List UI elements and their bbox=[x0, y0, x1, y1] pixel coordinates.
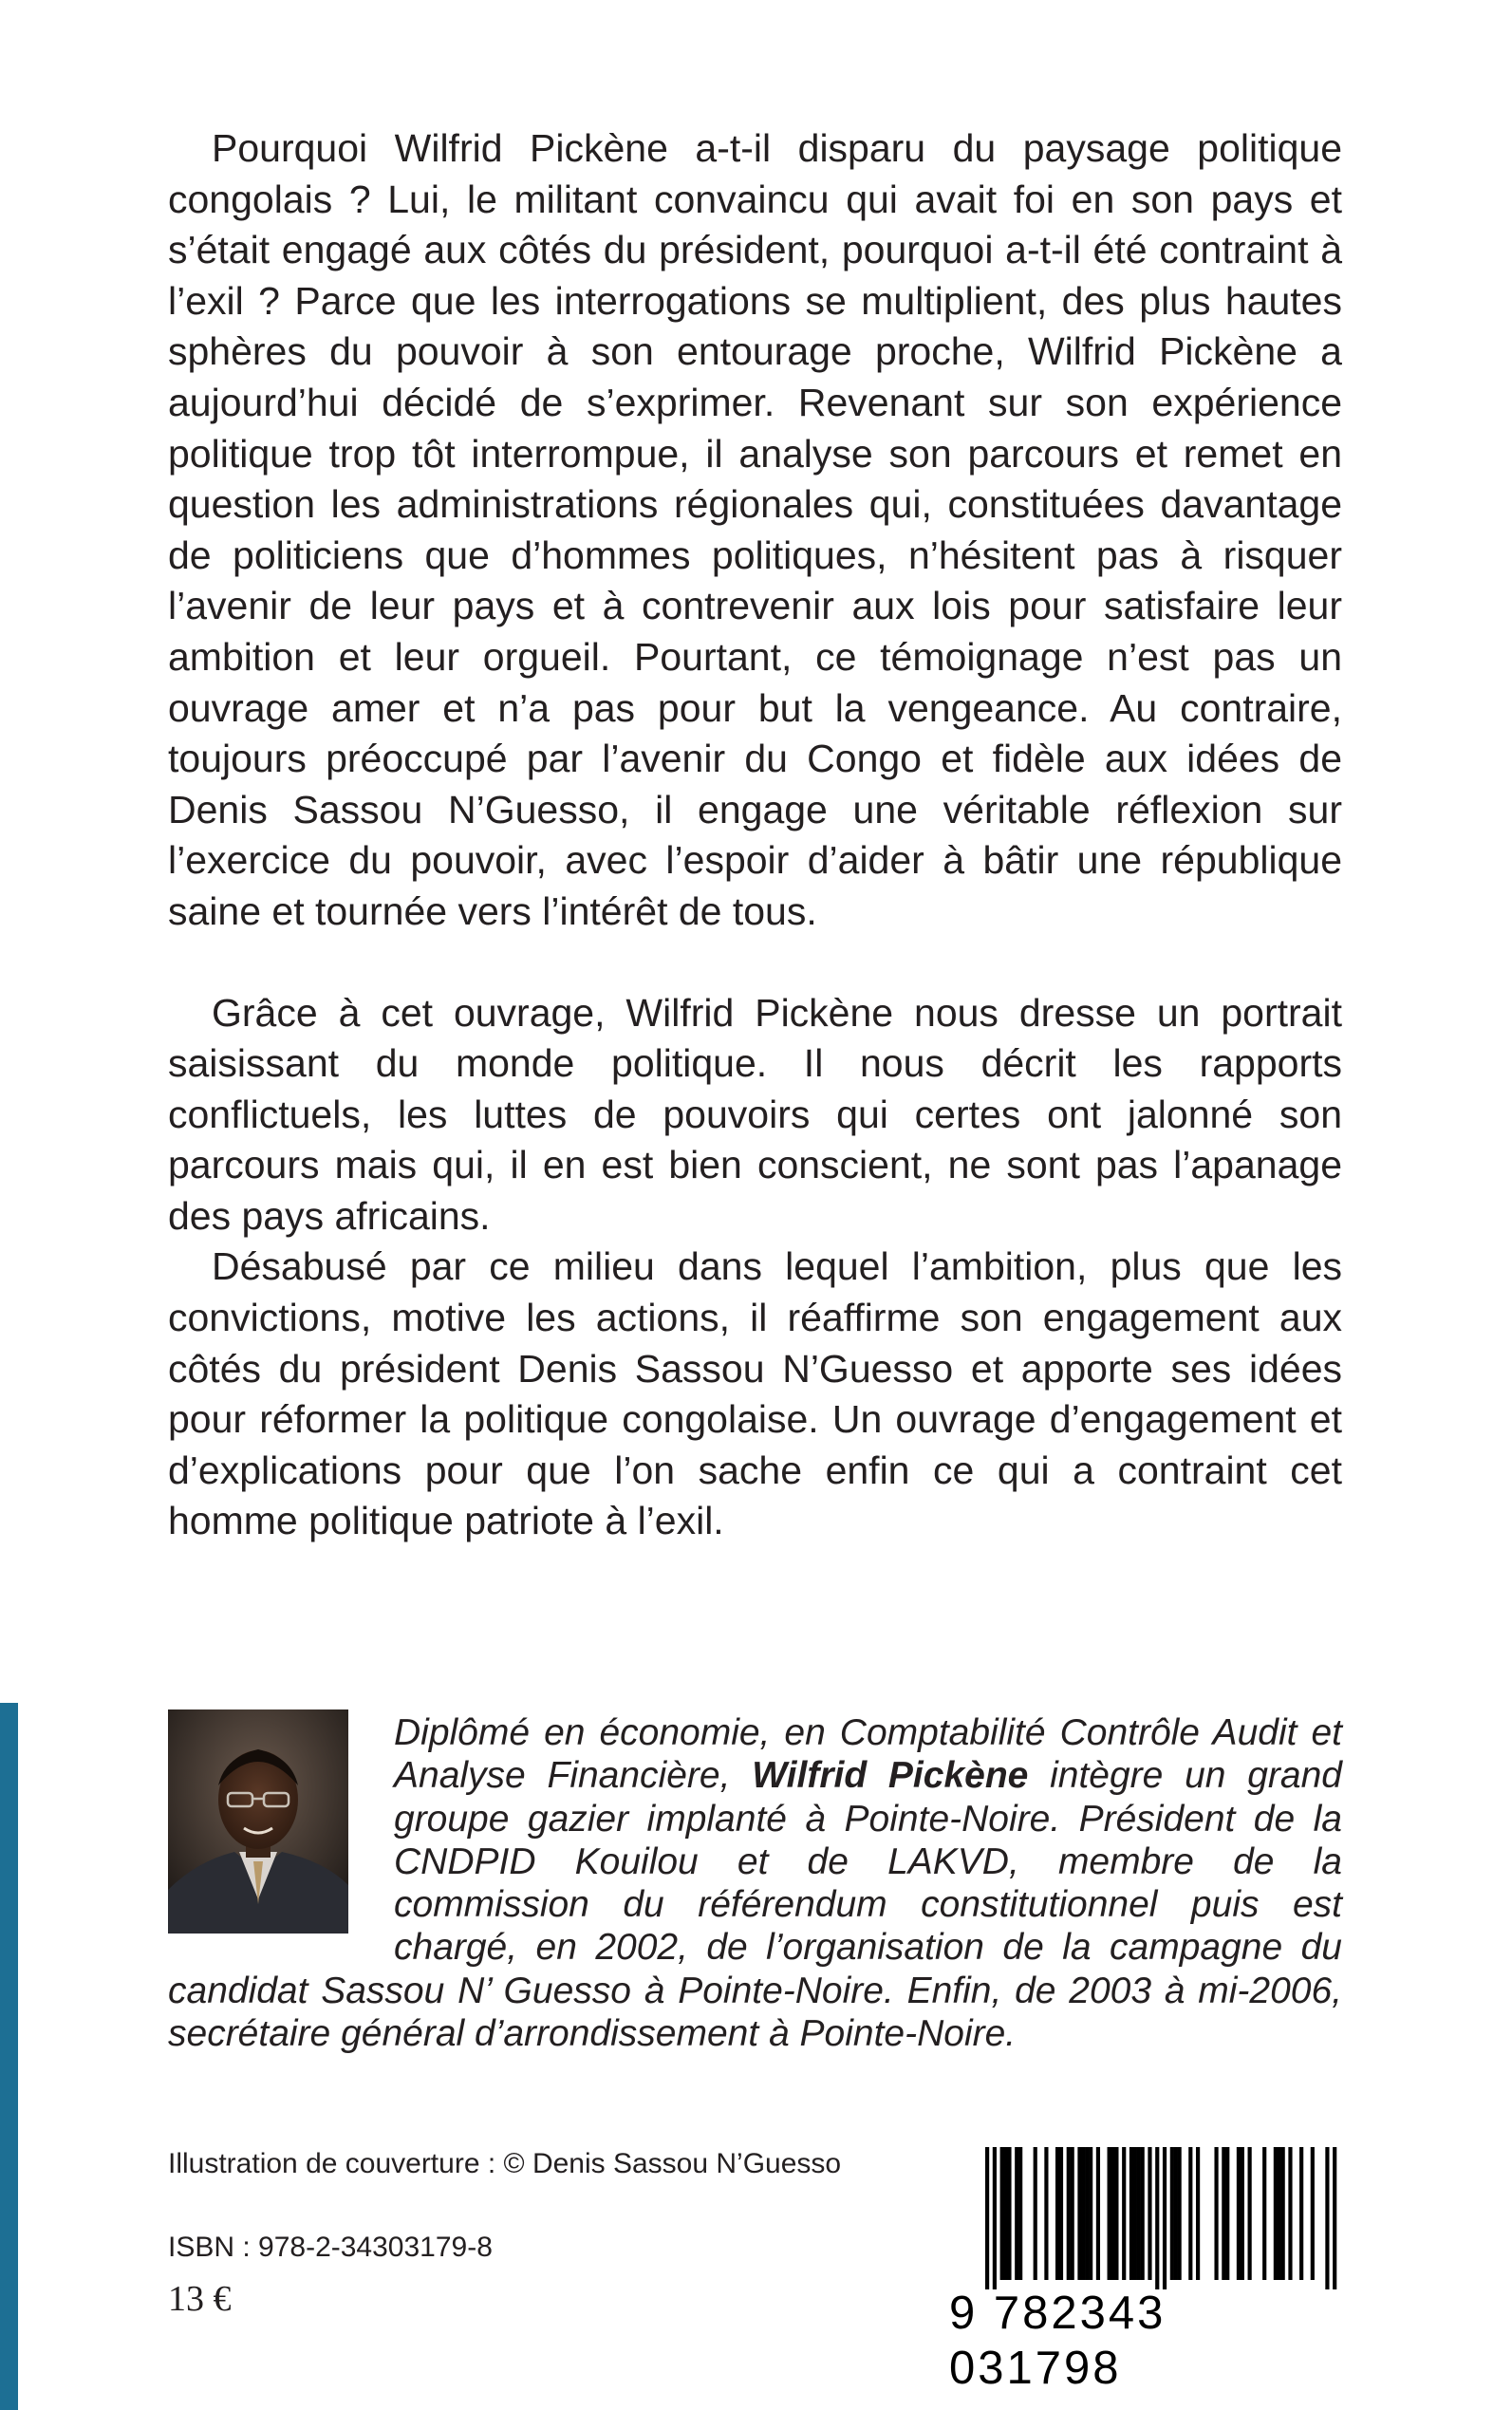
barcode-bar bbox=[1278, 2147, 1281, 2280]
price: 13 € bbox=[168, 2279, 232, 2319]
barcode-bar bbox=[1089, 2147, 1092, 2280]
cover-illustration-credit: Illustration de couverture : © Denis Sassou N’Guesso bbox=[168, 2148, 842, 2179]
author-name: Wilfrid Pickène bbox=[752, 1755, 1029, 1797]
barcode-bar bbox=[1059, 2147, 1063, 2280]
barcode-bar bbox=[1085, 2147, 1089, 2280]
barcode-bar bbox=[1299, 2147, 1303, 2280]
barcode-bar bbox=[1044, 2147, 1048, 2280]
barcode-bar bbox=[1122, 2147, 1126, 2280]
barcode-bar bbox=[1325, 2147, 1329, 2289]
barcode-bar bbox=[1096, 2147, 1100, 2280]
barcode-bar bbox=[1137, 2147, 1141, 2280]
barcode-bar bbox=[1196, 2147, 1200, 2280]
bio-text-start: Diplômé en économie, en Comptabilité Contrôle Audit et Analyse Financière, bbox=[394, 1712, 1342, 1797]
barcode-bar bbox=[1311, 2147, 1315, 2280]
blurb-paragraph-3: Désabusé par ce milieu dans lequel l’ambition, plus que les convictions, motive les actions, il réaffirme son engagement aux côtés du président Denis Sassou N’Guesso et apporte ses idées pour réformer la politique congolaise. Un ouvrage d’engagement et d’explications pour que l’on sache enfin ce qui a contraint cet homme politique patriote à l’exil. bbox=[168, 1244, 1342, 1543]
barcode-bar bbox=[1262, 2147, 1266, 2280]
author-biography bbox=[168, 1711, 1342, 2055]
barcode-bar bbox=[1274, 2147, 1278, 2280]
isbn-number: ISBN : 978-2-34303179-8 bbox=[168, 2232, 493, 2263]
barcode-bar bbox=[1237, 2147, 1241, 2280]
barcode-bar bbox=[1133, 2147, 1137, 2280]
barcode-bar bbox=[1333, 2147, 1336, 2289]
barcode-bar bbox=[1141, 2147, 1145, 2280]
barcode-bar bbox=[1222, 2147, 1225, 2280]
barcode-bar bbox=[1055, 2147, 1059, 2280]
barcode-bar bbox=[1163, 2147, 1167, 2289]
barcode-bar bbox=[1034, 2147, 1037, 2280]
barcode-bar bbox=[1000, 2147, 1004, 2280]
barcode-bar bbox=[1155, 2147, 1159, 2289]
barcode-bar bbox=[1281, 2147, 1285, 2280]
barcode-bar bbox=[1214, 2147, 1218, 2280]
barcode-bar bbox=[993, 2147, 997, 2289]
barcode-bar bbox=[1170, 2147, 1174, 2280]
barcode-bar bbox=[1018, 2147, 1022, 2280]
blurb-paragraph-2: Grâce à cet ouvrage, Wilfrid Pickène nous dresse un portrait saisissant du monde politique. Il nous décrit les rapports conflictuels, les luttes de pouvoirs qui certes ont jalonné son parcours mais qui, il en est bien conscient, ne sont pas l’apanage des pays africains. bbox=[168, 990, 1342, 1238]
barcode-bar bbox=[1114, 2147, 1118, 2280]
barcode-bar bbox=[1111, 2147, 1114, 2280]
barcode-bar bbox=[1248, 2147, 1252, 2280]
barcode-bar bbox=[1007, 2147, 1011, 2280]
barcode-bar bbox=[1003, 2147, 1007, 2280]
barcode-bar bbox=[1288, 2147, 1292, 2280]
back-cover-blurb bbox=[168, 123, 1342, 1547]
blurb-paragraph-1: Pourquoi Wilfrid Pickène a-t-il disparu du paysage politique congolais ? Lui, le militant convaincu qui avait foi en son pays et s’était engagé aux côtés du président, pourquoi a-t-il été contraint à l’exil ? Parce que les interrogations se multiplient, des plus hautes sphères du pouvoir à son entourage proche, Wilfrid Pickène a aujourd’hui décidé de s’exprimer. Revenant sur son expérience politique trop tôt interrompue, il analyse son parcours et remet en question les administrations régionales qui, constituées davantage de politiciens que d’hommes politiques, n’hésitent pas à risquer l’avenir de leur pays et à contrevenir aux lois pour satisfaire leur ambition et leur orgueil. Pourtant, ce témoignage n’est pas un ouvrage amer et n’a pas pour but la vengeance. Au contraire, toujours préoccupé par l’avenir du Congo et fidèle aux idées de Denis Sassou N’Guesso, il engage une véritable réflexion sur l’exercice du pouvoir, avec l’espoir d’aider à bâtir une république saine et tournée vers l’intérêt de tous. bbox=[168, 126, 1342, 933]
photo-spacer bbox=[168, 1711, 394, 1968]
barcode-bar bbox=[1067, 2147, 1071, 2280]
barcode-bar bbox=[1148, 2147, 1151, 2280]
barcode-bar bbox=[1071, 2147, 1074, 2280]
barcode-bar bbox=[1225, 2147, 1229, 2280]
barcode-bar bbox=[1188, 2147, 1192, 2280]
barcode-bar bbox=[985, 2147, 989, 2289]
barcode-bar bbox=[1077, 2147, 1081, 2280]
barcode-bar bbox=[1178, 2147, 1182, 2280]
barcode-bar bbox=[1081, 2147, 1085, 2280]
barcode-bar bbox=[1015, 2147, 1018, 2280]
barcode-bar bbox=[1241, 2147, 1244, 2280]
barcode-digits: 9 782343 031798 bbox=[949, 2288, 1167, 2394]
barcode-bar bbox=[1129, 2147, 1133, 2280]
bio-text-rest: intègre un grand groupe gazier implanté à Pointe-Noire. Président de la CNDPID Kouilou et de LAKVD, membre de la commission du référendum constitutionnel puis est chargé, en 2002, de l’organisation de la campagne du candidat Sassou N’ Guesso à Pointe-Noire. Enfin, de 2003 à mi-2006, secrétaire général d’arrondissement à Pointe-Noire. bbox=[168, 1755, 1342, 2055]
barcode-bar bbox=[1174, 2147, 1178, 2280]
barcode-bars bbox=[951, 2147, 1340, 2289]
blue-edge-bar bbox=[0, 1703, 18, 2410]
barcode-bar bbox=[1108, 2147, 1111, 2280]
